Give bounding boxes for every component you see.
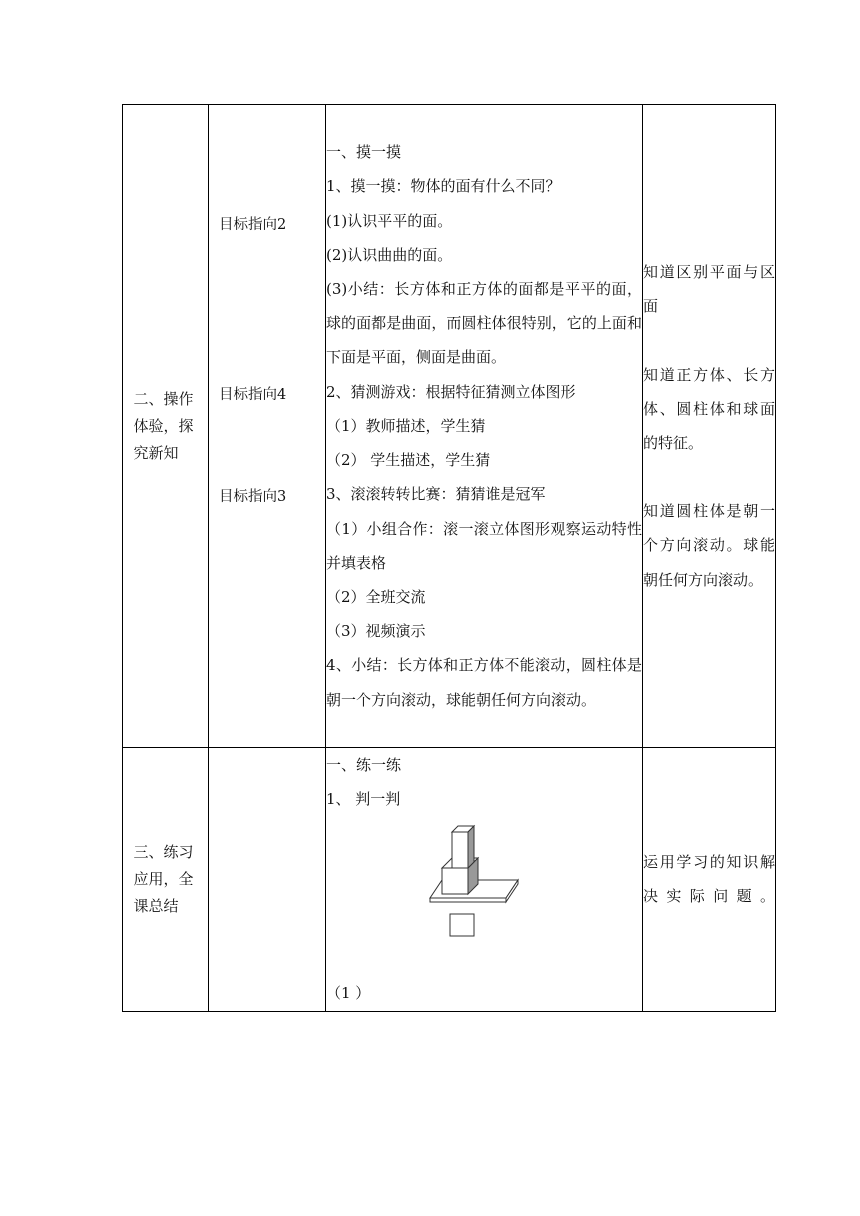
content-line: 1、 判一判 [326,790,401,809]
content-line: 一、摸一摸 [326,143,402,162]
aim-text: 知道正方体、长方体、圆柱体和球面的特征。 [643,365,775,452]
aim-cell [643,105,776,748]
lesson-plan-table [122,104,776,1012]
figure-label: （1 ） [326,984,371,1003]
content-line: (1)认识平平的面。 [326,211,453,230]
table-row [123,105,776,748]
goal-label: 目标指向4 [219,387,287,403]
aim-cell [643,748,776,1012]
content-cell [326,748,643,1012]
stacked-blocks-drawing [422,824,532,949]
content-line: (2)认识曲曲的面。 [326,245,453,264]
content-line: （2）全班交流 [326,587,426,606]
goal-label: 目标指向2 [219,217,287,233]
content-line: 3、滚滚转转比赛：猜猜谁是冠军 [326,485,546,504]
table-row [123,748,776,1012]
content-line: （1）教师描述，学生猜 [326,416,486,435]
goal-cell [209,105,326,748]
content-line: 一、练一练 [326,756,402,774]
content-cell [326,105,643,748]
content-line: (3)小结：长方体和正方体的面都是平平的面，球的面都是曲面，而圆柱体很特别，它的上面和下面是平面，侧面是曲面。 [326,280,642,367]
content-line: （3）视频演示 [326,622,426,641]
content-line: 4、小结：长方体和正方体不能滚动，圆柱体是朝一个方向滚动，球能朝任何方向滚动。 [326,656,642,709]
content-line: （1）小组合作：滚一滚立体图形观察运动特性并填表格 [326,519,642,572]
content-line: 1、摸一摸：物体的面有什么不同？ [326,177,561,196]
content-line: 2、猜测游戏：根据特征猜测立体图形 [326,382,576,401]
content-line: （2） 学生描述，学生猜 [326,451,491,470]
goal-label: 目标指向3 [219,489,287,505]
stage-cell [123,105,209,748]
stage-label: 三、练习应用，全课总结 [133,842,194,915]
stage-cell [123,748,209,1012]
stacked-blocks-figure [326,816,642,976]
stage-label: 二、操作体验，探究新知 [133,389,194,462]
goal-cell [209,748,326,1012]
aim-text: 知道圆柱体是朝一个方向滚动。球能朝任何方向滚动。 [643,502,775,589]
aim-text: 知道区别平面与区面 [643,263,775,316]
aim-text: 运用学习的知识解决实际问题。 [643,853,775,906]
